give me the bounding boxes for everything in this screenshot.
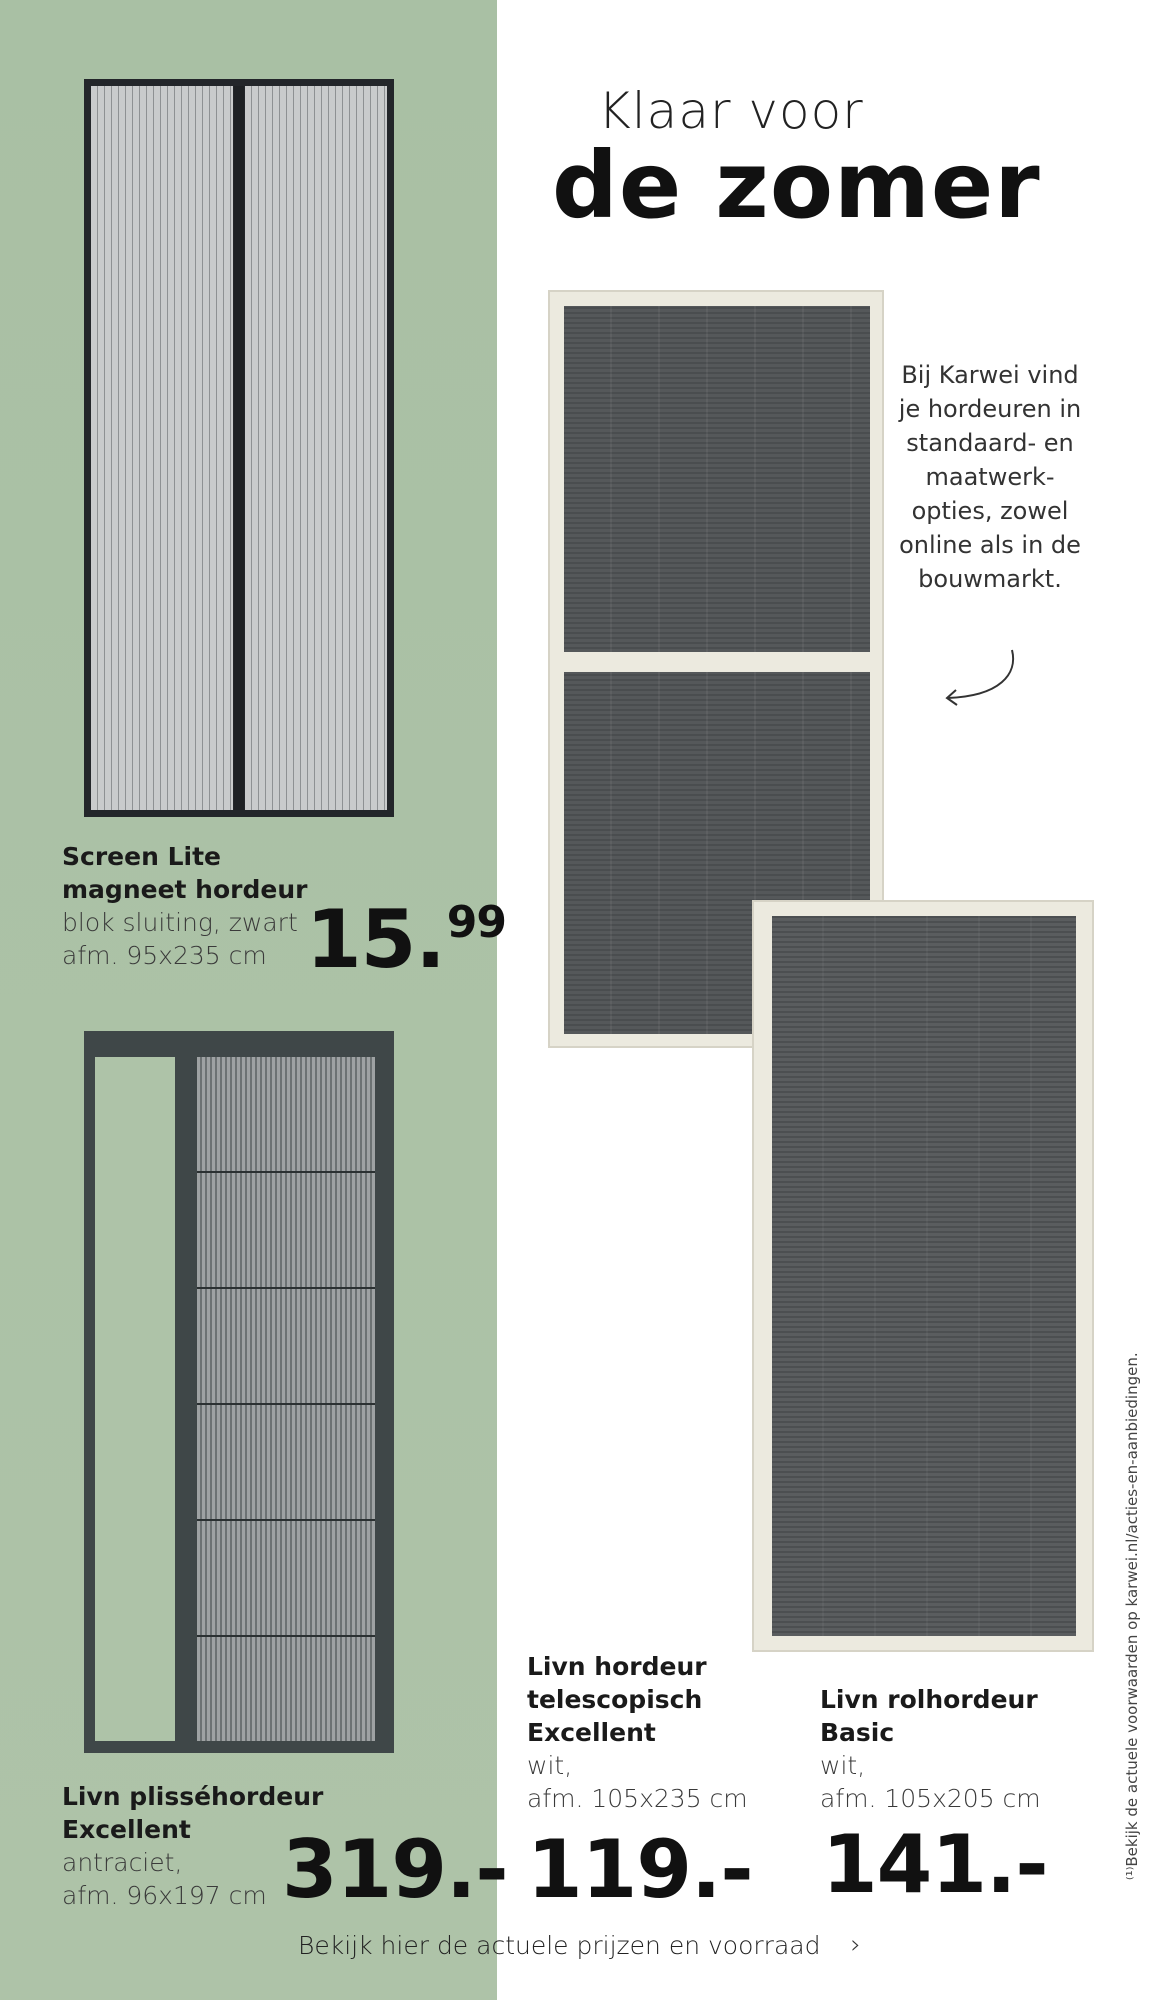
headline-kicker: Klaar voor: [598, 82, 864, 140]
terms-footnote: ⁽¹⁾Bekijk de actuele voorwaarden op karwei.nl/acties-en-aanbiedingen.: [1123, 1352, 1141, 1880]
door-opening: [95, 1057, 175, 1741]
product-desc: afm. 96x197 cm: [62, 1881, 267, 1910]
magnet-screen-door-image[interactable]: [84, 79, 394, 817]
headline-title: de zomer: [552, 132, 1041, 239]
product-desc: wit,: [820, 1751, 866, 1780]
intro-line: opties, zowel: [911, 497, 1069, 525]
price-cents: 99: [446, 897, 506, 948]
roller-screen-door-image[interactable]: [752, 900, 1094, 1652]
price-main: 15.: [306, 893, 445, 986]
product-desc: antraciet,: [62, 1848, 183, 1877]
prices-stock-link[interactable]: [298, 1930, 861, 1960]
price-livn-hordeur-telescopisch: 119.-: [527, 1823, 753, 1916]
curved-arrow-icon: [940, 644, 1020, 714]
pleated-mesh: [197, 1057, 375, 1741]
roller-mesh: [772, 916, 1076, 1636]
mesh-panel-left: [91, 86, 233, 810]
intro-line: Bij Karwei vind: [901, 361, 1079, 389]
product-name: Livn rolhordeur: [820, 1685, 1038, 1714]
mesh-panel-right: [245, 86, 387, 810]
product-name: Excellent: [62, 1815, 191, 1844]
magnet-seam: [234, 86, 244, 810]
intro-text: [880, 358, 1100, 596]
product-name: Livn plisséhordeur: [62, 1782, 324, 1811]
chevron-right-icon: ›: [850, 1930, 861, 1960]
mesh-top: [564, 306, 870, 652]
product-desc: afm. 105x205 cm: [820, 1784, 1041, 1813]
product-desc: blok sluiting, zwart: [62, 908, 298, 937]
product-desc: wit,: [527, 1751, 573, 1780]
price-screen-lite: [306, 893, 506, 986]
product-desc: afm. 105x235 cm: [527, 1784, 748, 1813]
intro-line: je hordeuren in: [898, 395, 1082, 423]
product-name: magneet hordeur: [62, 875, 308, 904]
product-name: telescopisch: [527, 1685, 703, 1714]
product-desc: afm. 95x235 cm: [62, 941, 267, 970]
product-name: Basic: [820, 1718, 895, 1747]
pleated-screen-door-image[interactable]: [84, 1031, 394, 1753]
intro-line: standaard- en: [906, 429, 1074, 457]
product-livn-rolhordeur[interactable]: [820, 1683, 1041, 1815]
product-livn-hordeur-telescopisch[interactable]: [527, 1650, 748, 1815]
product-name: Excellent: [527, 1718, 656, 1747]
prices-stock-link-label: Bekijk hier de actuele prijzen en voorraad: [298, 1930, 821, 1960]
intro-line: maatwerk-: [925, 463, 1055, 491]
product-screen-lite[interactable]: [62, 840, 307, 972]
product-name: Livn hordeur: [527, 1652, 707, 1681]
intro-line: bouwmarkt.: [918, 565, 1062, 593]
price-livn-rolhordeur: 141.-: [822, 1818, 1048, 1911]
price-livn-plissehordeur: 319.-: [282, 1823, 508, 1916]
product-name: Screen Lite: [62, 842, 221, 871]
intro-line: online als in de: [899, 531, 1081, 559]
